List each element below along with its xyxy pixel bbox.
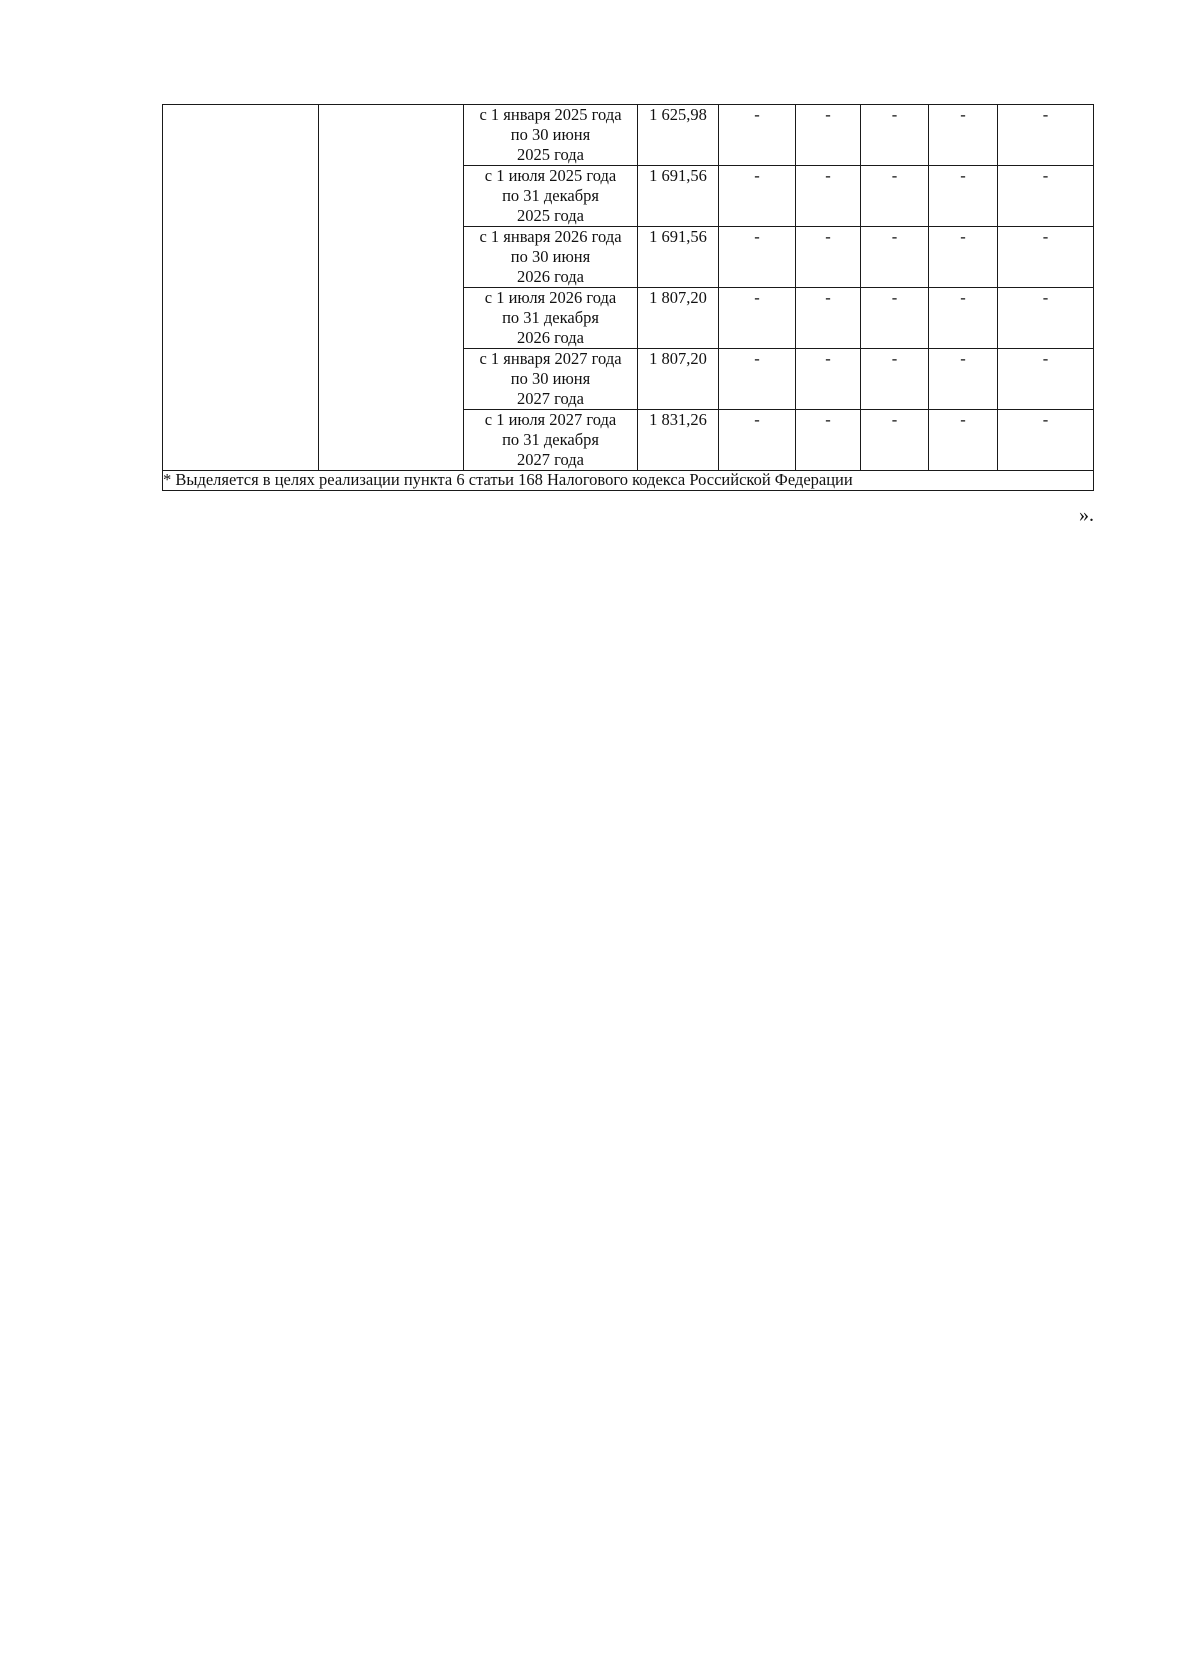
empty-value-cell: -	[998, 227, 1094, 288]
empty-value-cell: -	[796, 410, 861, 471]
tariff-value-cell: 1 807,20	[638, 288, 719, 349]
tariff-value-cell: 1 691,56	[638, 166, 719, 227]
period-line: по 31 декабря	[502, 308, 599, 327]
tariff-value-cell: 1 691,56	[638, 227, 719, 288]
empty-value-cell: -	[929, 349, 998, 410]
empty-value-cell: -	[796, 227, 861, 288]
period-line: с 1 января 2027 года	[479, 349, 622, 368]
period-cell	[464, 410, 638, 471]
period-cell	[464, 105, 638, 166]
footnote-row	[163, 471, 1094, 491]
merged-organization-cell	[319, 105, 464, 471]
empty-value-cell: -	[861, 166, 929, 227]
empty-value-cell: -	[719, 227, 796, 288]
period-cell	[464, 227, 638, 288]
period-line: по 30 июня	[510, 125, 591, 144]
period-line: 2027 года	[517, 450, 584, 469]
empty-value-cell: -	[861, 288, 929, 349]
tariff-value-cell: 1 625,98	[638, 105, 719, 166]
empty-value-cell: -	[861, 105, 929, 166]
empty-value-cell: -	[796, 288, 861, 349]
empty-value-cell: -	[719, 105, 796, 166]
empty-value-cell: -	[929, 227, 998, 288]
period-line: 2027 года	[517, 389, 584, 408]
period-line: 2025 года	[517, 145, 584, 164]
period-line: по 31 декабря	[502, 186, 599, 205]
period-line: с 1 января 2025 года	[479, 105, 622, 124]
period-line: по 31 декабря	[502, 430, 599, 449]
period-cell	[464, 349, 638, 410]
empty-value-cell: -	[861, 410, 929, 471]
empty-value-cell: -	[998, 288, 1094, 349]
tariff-value-cell: 1 831,26	[638, 410, 719, 471]
closing-quote-mark: ».	[1079, 504, 1094, 526]
empty-value-cell: -	[929, 105, 998, 166]
empty-value-cell: -	[929, 410, 998, 471]
period-line: 2026 года	[517, 328, 584, 347]
empty-value-cell: -	[929, 288, 998, 349]
tariff-value-cell: 1 807,20	[638, 349, 719, 410]
tariff-table	[162, 104, 1094, 491]
empty-value-cell: -	[796, 349, 861, 410]
empty-value-cell: -	[719, 349, 796, 410]
period-line: с 1 июля 2025 года	[484, 166, 617, 185]
empty-value-cell: -	[861, 227, 929, 288]
period-line: по 30 июня	[510, 247, 591, 266]
period-line: с 1 июля 2027 года	[484, 410, 617, 429]
footnote-text: * Выделяется в целях реализации пункта 6 статьи 168 Налогового кодекса Российской Федерации	[163, 471, 1094, 491]
period-line: 2026 года	[517, 267, 584, 286]
empty-value-cell: -	[998, 105, 1094, 166]
period-line: с 1 июля 2026 года	[484, 288, 617, 307]
period-cell	[464, 166, 638, 227]
empty-value-cell: -	[719, 166, 796, 227]
period-line: с 1 января 2026 года	[479, 227, 622, 246]
period-line: 2025 года	[517, 206, 584, 225]
empty-value-cell: -	[719, 410, 796, 471]
period-line: по 30 июня	[510, 369, 591, 388]
empty-value-cell: -	[719, 288, 796, 349]
empty-value-cell: -	[796, 105, 861, 166]
empty-value-cell: -	[998, 166, 1094, 227]
empty-value-cell: -	[998, 410, 1094, 471]
empty-value-cell: -	[861, 349, 929, 410]
empty-value-cell: -	[796, 166, 861, 227]
merged-category-cell	[163, 105, 319, 471]
period-cell	[464, 288, 638, 349]
table-body	[163, 105, 1094, 491]
empty-value-cell: -	[998, 349, 1094, 410]
empty-value-cell: -	[929, 166, 998, 227]
table-row	[163, 105, 1094, 166]
